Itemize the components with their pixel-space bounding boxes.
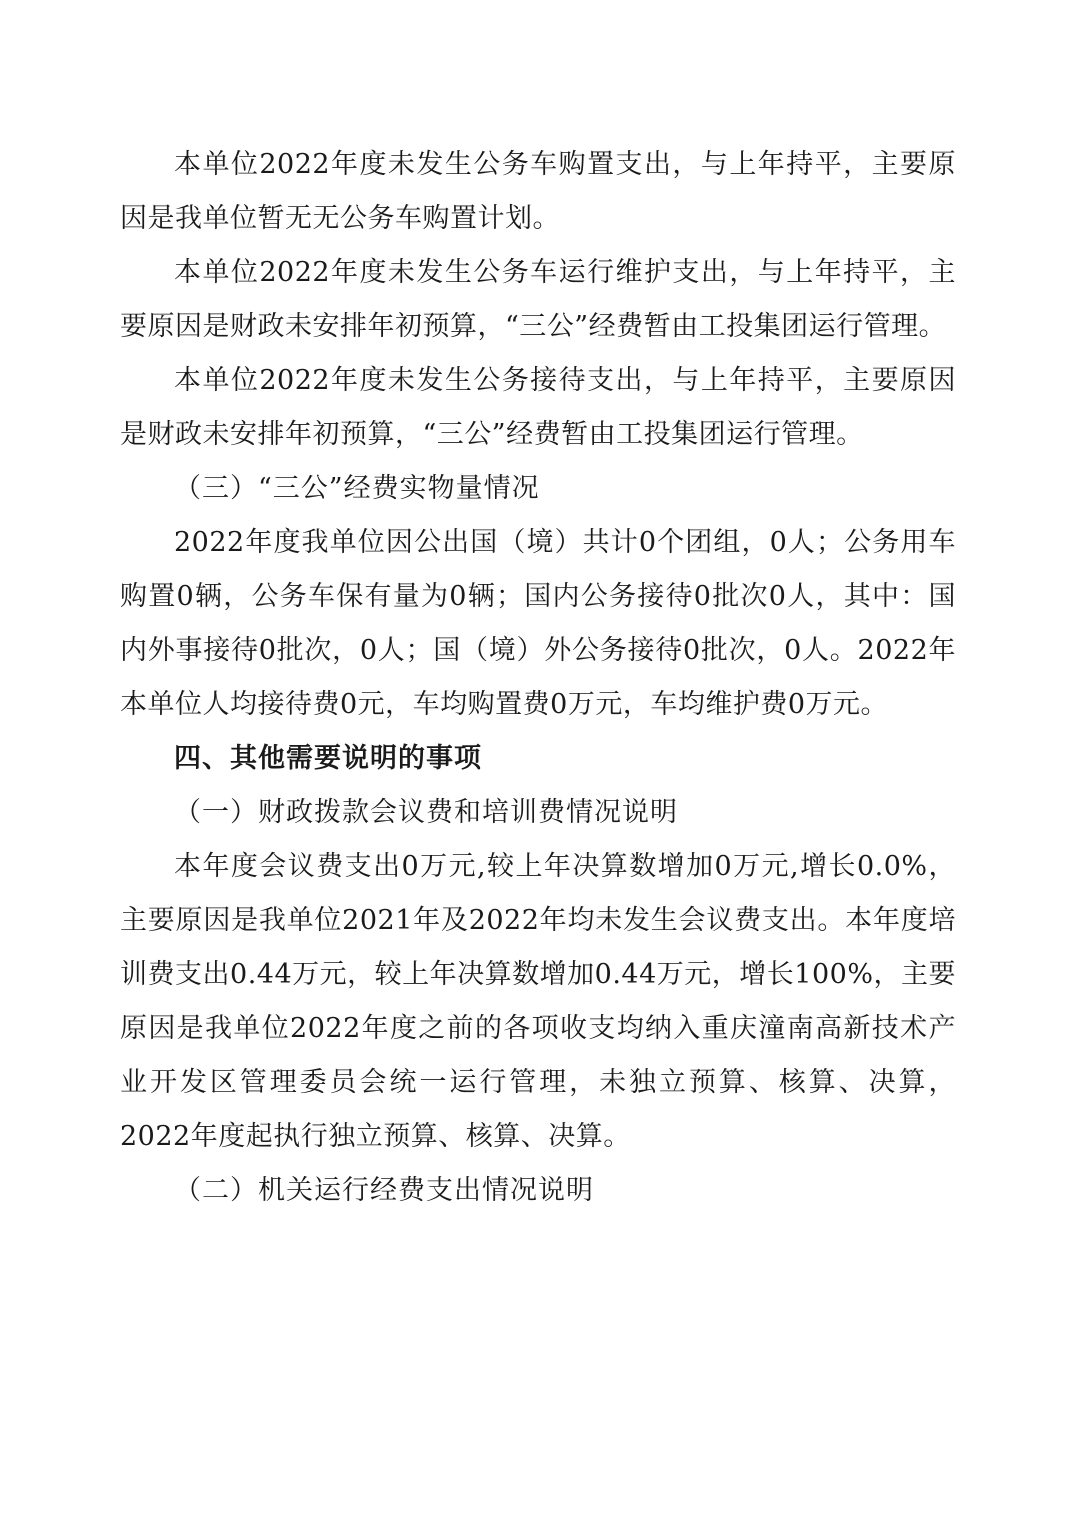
sub-2-heading: （二）机关运行经费支出情况说明	[174, 1175, 594, 1206]
sub-1-paragraph: 本年度会议费支出0万元,较上年决算数增加0万元,增长0.0%，主要原因是我单位2021年及2022年均未发生会议费支出。本年度培训费支出0.44万元，较上年决算数增加0.44万元，增长100%，主要原因是我单位2022年度之前的各项收支均纳入重庆潼南高新技术产业开发区管理委员会统一运行管理，未独立预算、核算、决算，2022年度起执行独立预算、核算、决算。	[120, 851, 956, 1152]
paragraph-vehicle-purchase: 本单位2022年度未发生公务车购置支出，与上年持平，主要原因是我单位暂无无公务车购置计划。	[120, 149, 956, 234]
document-page	[120, 138, 956, 1218]
paragraph-vehicle-maintenance: 本单位2022年度未发生公务车运行维护支出，与上年持平，主要原因是财政未安排年初预算，“三公”经费暂由工投集团运行管理。	[120, 257, 956, 342]
section-3-heading: （三）“三公”经费实物量情况	[174, 473, 540, 504]
section-3-paragraph: 2022年度我单位因公出国（境）共计0个团组，0人；公务用车购置0辆，公务车保有量为0辆；国内公务接待0批次0人，其中：国内外事接待0批次，0人；国（境）外公务接待0批次，0人。2022年本单位人均接待费0元，车均购置费0万元，车均维护费0万元。	[120, 527, 956, 720]
paragraph-reception: 本单位2022年度未发生公务接待支出，与上年持平，主要原因是财政未安排年初预算，“三公”经费暂由工投集团运行管理。	[120, 365, 956, 450]
sub-1-heading: （一）财政拨款会议费和培训费情况说明	[174, 797, 678, 828]
part-4-heading: 四、其他需要说明的事项	[174, 743, 482, 774]
